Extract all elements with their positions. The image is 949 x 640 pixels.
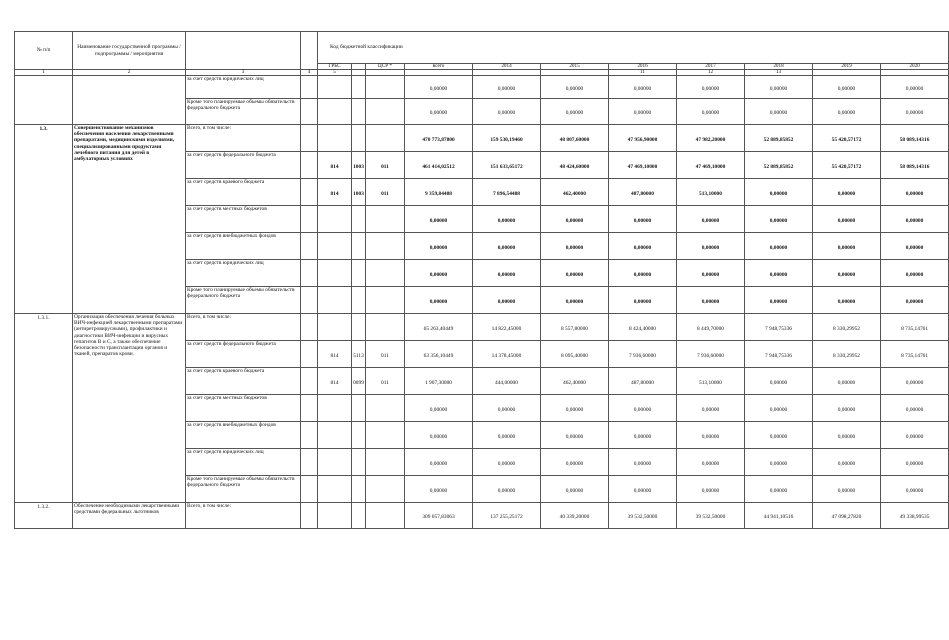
code-grbs: 814 [318, 368, 352, 395]
item-name: Организация обеспечения лечения больных ВИЧ-инфекцией лекарственными препаратами (антиретровирусными), профилактики и диагностики ВИЧ-инфекции и вирусных гепатитов В и С, а также обеспечение безопасности трансплантации органов и тканей, препаратов крови. [73, 314, 186, 503]
amount-year: 0,00000 [473, 206, 541, 233]
amount-year: 8 735,14761 [881, 314, 949, 341]
amount-year: 39 532,50000 [677, 503, 745, 529]
separator-cell [301, 287, 318, 314]
code-grbs [318, 76, 352, 99]
separator-cell [301, 233, 318, 260]
code-razdel [352, 476, 366, 503]
code-csr [366, 503, 405, 529]
separator-cell [301, 260, 318, 287]
amount-year: 7 948,75336 [745, 314, 813, 341]
header-year: 2019 [813, 64, 881, 70]
code-csr [366, 287, 405, 314]
amount-year: 8 424,40000 [609, 314, 677, 341]
column-number: 5 [318, 70, 352, 76]
amount-year: 0,00000 [677, 233, 745, 260]
header-year: 2018 [745, 64, 813, 70]
code-razdel [352, 449, 366, 476]
header-csr: ЦСР * [366, 64, 405, 70]
amount-year: 14 378,45000 [473, 341, 541, 368]
code-csr [366, 260, 405, 287]
amount-total: 63 356,10449 [405, 341, 473, 368]
amount-year: 0,00000 [541, 287, 609, 314]
funding-source: Кроме того планируемые объемы обязательств федерального бюджета [186, 287, 301, 314]
amount-year: 0,00000 [881, 422, 949, 449]
code-razdel: 1003 [352, 152, 366, 179]
code-csr [366, 422, 405, 449]
amount-year: 0,00000 [473, 233, 541, 260]
funding-source: за счет средств местных бюджетов [186, 206, 301, 233]
amount-year: 0,00000 [609, 206, 677, 233]
code-razdel [352, 503, 366, 529]
amount-year: 0,00000 [745, 99, 813, 125]
amount-year: 0,00000 [541, 206, 609, 233]
code-csr [366, 206, 405, 233]
amount-total: 0,00000 [405, 260, 473, 287]
item-number: 1.3.1. [15, 314, 73, 503]
header-budget-code: Код бюджетной классификации [318, 32, 949, 64]
amount-year: 0,00000 [473, 76, 541, 99]
amount-year: 44 941,10516 [745, 503, 813, 529]
code-csr: 011 [366, 341, 405, 368]
amount-year: 0,00000 [677, 476, 745, 503]
amount-year: 487,80000 [609, 368, 677, 395]
amount-year: 0,00000 [813, 260, 881, 287]
separator-cell [301, 99, 318, 125]
amount-year: 0,00000 [745, 206, 813, 233]
amount-year: 40 339,20000 [541, 503, 609, 529]
separator-cell [301, 422, 318, 449]
amount-year: 0,00000 [609, 422, 677, 449]
funding-source: за счет средств федерального бюджета [186, 152, 301, 179]
amount-year: 444,00000 [473, 368, 541, 395]
header-total: всего [405, 64, 473, 70]
amount-year: 47 469,10000 [609, 152, 677, 179]
code-csr [366, 314, 405, 341]
amount-year: 0,00000 [609, 99, 677, 125]
amount-year: 8 735,14761 [881, 341, 949, 368]
amount-year: 0,00000 [745, 233, 813, 260]
amount-year: 0,00000 [745, 287, 813, 314]
amount-total: 0,00000 [405, 449, 473, 476]
header-source-empty [186, 32, 301, 70]
amount-total: 0,00000 [405, 476, 473, 503]
code-grbs [318, 99, 352, 125]
amount-year: 487,80000 [609, 179, 677, 206]
amount-year: 55 420,57172 [813, 152, 881, 179]
header-year: 2020 [881, 64, 949, 70]
code-grbs [318, 233, 352, 260]
code-razdel: 5113 [352, 341, 366, 368]
amount-year: 0,00000 [745, 179, 813, 206]
code-razdel [352, 395, 366, 422]
separator-cell [301, 368, 318, 395]
amount-year: 159 530,19460 [473, 125, 541, 152]
code-razdel [352, 76, 366, 99]
amount-year: 47 982,20000 [677, 125, 745, 152]
amount-year: 0,00000 [745, 476, 813, 503]
budget-table-page [14, 31, 930, 529]
code-razdel [352, 99, 366, 125]
amount-year: 513,10000 [677, 179, 745, 206]
funding-source: за счет средств юридических лиц [186, 76, 301, 99]
separator-cell [301, 449, 318, 476]
amount-year: 0,00000 [745, 395, 813, 422]
code-grbs [318, 287, 352, 314]
funding-source: Всего, в том числе: [186, 125, 301, 152]
amount-year: 0,00000 [881, 179, 949, 206]
amount-year: 0,00000 [745, 368, 813, 395]
code-razdel [352, 287, 366, 314]
amount-year: 0,00000 [881, 260, 949, 287]
amount-year: 0,00000 [541, 476, 609, 503]
amount-year: 0,00000 [813, 76, 881, 99]
amount-year: 0,00000 [745, 76, 813, 99]
amount-year: 0,00000 [473, 260, 541, 287]
funding-source: за счет средств местных бюджетов [186, 395, 301, 422]
amount-year: 7 936,60000 [677, 341, 745, 368]
amount-year: 0,00000 [677, 76, 745, 99]
amount-year: 8 449,70000 [677, 314, 745, 341]
amount-year: 0,00000 [677, 449, 745, 476]
amount-year: 0,00000 [677, 206, 745, 233]
code-csr [366, 233, 405, 260]
amount-year: 0,00000 [473, 287, 541, 314]
separator-cell [301, 206, 318, 233]
amount-year: 47 469,10000 [677, 152, 745, 179]
item-number [15, 76, 73, 125]
amount-total: 0,00000 [405, 233, 473, 260]
separator-cell [301, 341, 318, 368]
column-number: 2 [73, 70, 186, 76]
code-razdel [352, 260, 366, 287]
amount-year: 0,00000 [541, 395, 609, 422]
funding-source: за счет средств федерального бюджета [186, 341, 301, 368]
code-razdel: 0099 [352, 368, 366, 395]
header-year: 2015 [541, 64, 609, 70]
column-number: 12 [677, 70, 745, 76]
amount-total: 0,00000 [405, 206, 473, 233]
code-grbs [318, 260, 352, 287]
amount-year: 8 095,40000 [541, 341, 609, 368]
amount-year: 0,00000 [541, 449, 609, 476]
amount-year: 7 948,75336 [745, 341, 813, 368]
amount-total: 0,00000 [405, 287, 473, 314]
amount-year: 0,00000 [677, 395, 745, 422]
amount-year: 0,00000 [813, 99, 881, 125]
amount-year: 137 255,25172 [473, 503, 541, 529]
table-row [15, 503, 949, 529]
separator-cell [301, 76, 318, 99]
separator-cell [301, 476, 318, 503]
funding-source: за счет средств юридических лиц [186, 260, 301, 287]
amount-year: 7 936,60000 [609, 341, 677, 368]
funding-source: за счет средств внебюджетных фондов [186, 233, 301, 260]
code-csr [366, 125, 405, 152]
code-grbs: 814 [318, 341, 352, 368]
amount-year: 47 956,90000 [609, 125, 677, 152]
amount-year: 55 420,57172 [813, 125, 881, 152]
amount-total: 470 773,87800 [405, 125, 473, 152]
column-number: 11 [609, 70, 677, 76]
code-razdel: 1003 [352, 179, 366, 206]
separator-cell [301, 503, 318, 529]
code-grbs [318, 395, 352, 422]
amount-year: 0,00000 [881, 76, 949, 99]
amount-year: 52 889,85852 [745, 152, 813, 179]
amount-year: 47 098,27820 [813, 503, 881, 529]
header-sep [301, 32, 318, 70]
code-grbs [318, 422, 352, 449]
amount-year: 0,00000 [881, 99, 949, 125]
table-row [15, 125, 949, 152]
amount-year: 0,00000 [473, 476, 541, 503]
amount-year: 48 424,60000 [541, 152, 609, 179]
amount-year: 0,00000 [745, 422, 813, 449]
separator-cell [301, 125, 318, 152]
separator-cell [301, 314, 318, 341]
code-csr [366, 99, 405, 125]
amount-total: 0,00000 [405, 99, 473, 125]
amount-year: 462,40000 [541, 179, 609, 206]
amount-year: 0,00000 [881, 449, 949, 476]
code-csr [366, 395, 405, 422]
separator-cell [301, 395, 318, 422]
amount-year: 151 633,65172 [473, 152, 541, 179]
amount-year: 0,00000 [473, 99, 541, 125]
column-number: 13 [745, 70, 813, 76]
item-name: Совершенствование механизмов обеспечения населения лекарственными препаратами, медицинскими изделиями, специализированными продуктами лечебного питания для детей в амбулаторных условиях [73, 125, 186, 314]
amount-total: 9 359,84488 [405, 179, 473, 206]
amount-year: 0,00000 [677, 260, 745, 287]
table-row [15, 76, 949, 99]
column-number: 3 [186, 70, 301, 76]
amount-year: 0,00000 [473, 422, 541, 449]
amount-year: 0,00000 [609, 449, 677, 476]
funding-source: за счет средств краевого бюджета [186, 368, 301, 395]
amount-total: 309 057,83063 [405, 503, 473, 529]
funding-source: Всего, в том числе: [186, 503, 301, 529]
code-razdel [352, 206, 366, 233]
amount-year: 0,00000 [541, 99, 609, 125]
code-csr: 011 [366, 152, 405, 179]
item-name [73, 76, 186, 125]
amount-year: 7 896,54488 [473, 179, 541, 206]
amount-year: 0,00000 [881, 287, 949, 314]
amount-year: 58 089,14316 [881, 125, 949, 152]
amount-year: 0,00000 [813, 449, 881, 476]
amount-year: 0,00000 [677, 287, 745, 314]
code-csr: 011 [366, 368, 405, 395]
amount-year: 0,00000 [813, 179, 881, 206]
amount-year: 39 532,50000 [609, 503, 677, 529]
amount-year: 0,00000 [813, 422, 881, 449]
separator-cell [301, 179, 318, 206]
code-grbs: 814 [318, 152, 352, 179]
code-razdel [352, 233, 366, 260]
amount-year: 0,00000 [541, 422, 609, 449]
amount-year: 0,00000 [677, 99, 745, 125]
amount-total: 461 414,02512 [405, 152, 473, 179]
header-year: 2017 [677, 64, 745, 70]
amount-year: 0,00000 [609, 287, 677, 314]
header-year: 2014 [473, 64, 541, 70]
amount-total: 65 263,40449 [405, 314, 473, 341]
funding-source: Всего, в том числе: [186, 314, 301, 341]
amount-year: 0,00000 [813, 287, 881, 314]
code-grbs [318, 503, 352, 529]
amount-year: 0,00000 [541, 233, 609, 260]
funding-source: за счет средств краевого бюджета [186, 179, 301, 206]
amount-total: 0,00000 [405, 395, 473, 422]
code-grbs [318, 206, 352, 233]
item-number: 1.3. [15, 125, 73, 314]
amount-year: 14 822,45000 [473, 314, 541, 341]
amount-total: 0,00000 [405, 76, 473, 99]
amount-year: 0,00000 [609, 260, 677, 287]
amount-year: 0,00000 [609, 395, 677, 422]
amount-year: 0,00000 [677, 422, 745, 449]
code-grbs [318, 125, 352, 152]
code-csr [366, 76, 405, 99]
item-number: 1.3.2. [15, 503, 73, 529]
amount-year: 513,10000 [677, 368, 745, 395]
amount-year: 0,00000 [813, 395, 881, 422]
code-grbs: 814 [318, 179, 352, 206]
amount-year: 8 330,29952 [813, 314, 881, 341]
code-csr [366, 476, 405, 503]
code-csr: 011 [366, 179, 405, 206]
code-razdel [352, 314, 366, 341]
amount-year: 52 889,85852 [745, 125, 813, 152]
budget-classification-table [14, 31, 949, 529]
code-razdel [352, 422, 366, 449]
code-grbs [318, 476, 352, 503]
table-row [15, 314, 949, 341]
amount-year: 0,00000 [881, 368, 949, 395]
item-name: Обеспечение необходимыми лекарственными средствами федеральных льготников [73, 503, 186, 529]
separator-cell [301, 152, 318, 179]
funding-source: за счет средств внебюджетных фондов [186, 422, 301, 449]
amount-year: 8 557,80000 [541, 314, 609, 341]
amount-year: 0,00000 [881, 206, 949, 233]
header-grbs: ГРБС [318, 64, 352, 70]
code-razdel [352, 125, 366, 152]
code-csr [366, 449, 405, 476]
funding-source: Кроме того планируемые объемы обязательств федерального бюджета [186, 476, 301, 503]
funding-source: Кроме того планируемые объемы обязательств федерального бюджета [186, 99, 301, 125]
code-grbs [318, 449, 352, 476]
header-year: 2016 [609, 64, 677, 70]
amount-year: 0,00000 [813, 233, 881, 260]
amount-year: 0,00000 [813, 206, 881, 233]
table-body [15, 76, 949, 529]
amount-year: 0,00000 [541, 76, 609, 99]
amount-year: 48 807,60000 [541, 125, 609, 152]
column-number: 1 [15, 70, 73, 76]
amount-year: 0,00000 [473, 449, 541, 476]
amount-year: 462,40000 [541, 368, 609, 395]
amount-year: 0,00000 [473, 395, 541, 422]
amount-year: 0,00000 [745, 449, 813, 476]
amount-year: 0,00000 [609, 233, 677, 260]
amount-year: 0,00000 [881, 476, 949, 503]
funding-source: за счет средств юридических лиц [186, 449, 301, 476]
amount-total: 1 907,30000 [405, 368, 473, 395]
header-name: Наименование государственной программы / подпрограммы / мероприятия [73, 32, 186, 70]
amount-year: 58 089,14316 [881, 152, 949, 179]
amount-year: 0,00000 [609, 476, 677, 503]
amount-year: 0,00000 [813, 476, 881, 503]
amount-total: 0,00000 [405, 422, 473, 449]
amount-year: 0,00000 [745, 260, 813, 287]
amount-year: 0,00000 [609, 76, 677, 99]
amount-year: 0,00000 [541, 260, 609, 287]
header-number: № п/п [15, 32, 73, 70]
column-number: 4 [301, 70, 318, 76]
amount-year: 49 338,99535 [881, 503, 949, 529]
amount-year: 0,00000 [881, 395, 949, 422]
amount-year: 0,00000 [881, 233, 949, 260]
code-grbs [318, 314, 352, 341]
amount-year: 0,00000 [813, 368, 881, 395]
amount-year: 8 330,29952 [813, 341, 881, 368]
